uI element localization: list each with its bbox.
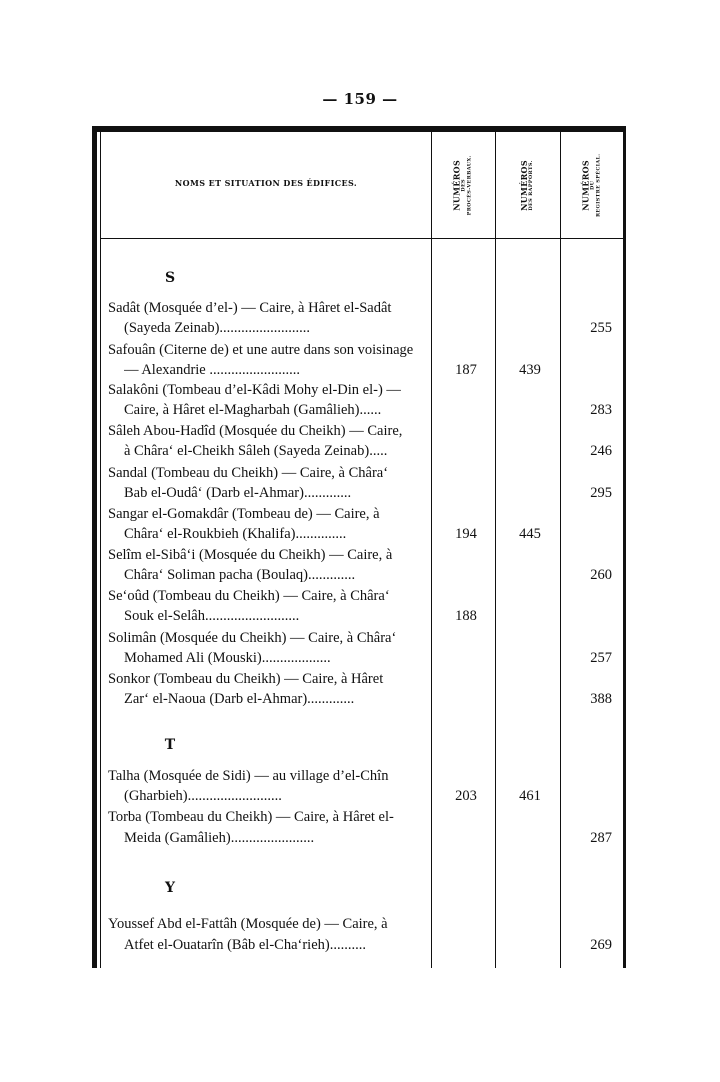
entry-line: Sandal (Tombeau du Cheikh) — Caire, à Châra‘ bbox=[108, 465, 389, 481]
page-number: — 159 — bbox=[322, 90, 398, 108]
header-label: NUMÉROS bbox=[518, 159, 529, 211]
registre-number: 287 bbox=[590, 830, 612, 846]
entry-line: Sâleh Abou-Hadîd (Mosquée du Cheikh) — Caire, bbox=[108, 423, 403, 439]
registre-number: 246 bbox=[590, 443, 612, 459]
entry-line: Selîm el-Sibâ‘i (Mosquée du Cheikh) — Caire, à bbox=[108, 547, 393, 563]
header-registre-special bbox=[561, 134, 623, 236]
entry-line: Talha (Mosquée de Sidi) — au village d’el-Chîn bbox=[108, 768, 389, 784]
section-letter: S bbox=[164, 270, 176, 286]
section-letter: T bbox=[164, 737, 176, 753]
header-proces-verbaux bbox=[432, 134, 494, 236]
registre-number: 255 bbox=[590, 320, 612, 336]
table-left-inner-rule bbox=[100, 132, 101, 968]
header-rule bbox=[100, 238, 626, 239]
section-letter: Y bbox=[165, 880, 175, 896]
entry-line: Se‘oûd (Tombeau du Cheikh) — Caire, à Châra‘ bbox=[108, 588, 390, 604]
entry-line: Salakôni (Tombeau d’el-Kâdi Mohy el-Din el-) — bbox=[108, 382, 401, 398]
header-names: NOMS ET SITUATION DES ÉDIFICES. bbox=[174, 178, 358, 188]
header-label: DU bbox=[589, 180, 596, 190]
header-label: PROCÈS-VERBAUX. bbox=[466, 155, 473, 215]
entry-line: (Gharbieh).......................... bbox=[124, 788, 282, 804]
entry-line: Meida (Gamâlieh)....................... bbox=[124, 830, 315, 846]
rapport-number: 439 bbox=[519, 362, 541, 378]
entry-line: Torba (Tombeau du Cheikh) — Caire, à Hâret el- bbox=[108, 809, 394, 825]
header-label: NUMÉROS bbox=[580, 159, 591, 211]
proces-verbal-number: 194 bbox=[455, 526, 477, 542]
entry-line: Sonkor (Tombeau du Cheikh) — Caire, à Hâret bbox=[108, 671, 384, 687]
header-label: DES RAPPORTS. bbox=[527, 159, 534, 211]
table-top-rule bbox=[92, 126, 626, 132]
entry-line: Caire, à Hâret el-Magharbah (Gamâlieh)...... bbox=[124, 402, 382, 418]
table-left-rule bbox=[92, 126, 97, 968]
entry-line: Zar‘ el-Naoua (Darb el-Ahmar)............. bbox=[124, 691, 355, 707]
registre-number: 388 bbox=[590, 691, 612, 707]
registre-number: 260 bbox=[590, 567, 612, 583]
rapport-number: 461 bbox=[519, 788, 541, 804]
header-label: REGISTRE SPÉCIAL. bbox=[595, 153, 602, 217]
registre-number: 295 bbox=[590, 485, 612, 501]
column-divider bbox=[560, 132, 561, 968]
entry-line: Châra‘ el-Roukbieh (Khalifa).............. bbox=[124, 526, 347, 542]
entry-line: Solimân (Mosquée du Cheikh) — Caire, à Châra‘ bbox=[108, 630, 397, 646]
entry-line: Youssef Abd el-Fattâh (Mosquée de) — Caire, à bbox=[108, 916, 388, 932]
entry-line: Bab el-Oudâ‘ (Darb el-Ahmar)............. bbox=[124, 485, 352, 501]
header-label: DES bbox=[460, 178, 467, 192]
entry-line: Sadât (Mosquée d’el-) — Caire, à Hâret el-Sadât bbox=[108, 300, 392, 316]
entry-line: Atfet el-Ouatarîn (Bâb el-Cha‘rieh).......... bbox=[124, 937, 366, 953]
proces-verbal-number: 203 bbox=[455, 788, 477, 804]
registre-number: 269 bbox=[590, 937, 612, 953]
entry-line: Safouân (Citerne de) et une autre dans son voisinage bbox=[108, 342, 414, 358]
table-right-rule bbox=[623, 126, 626, 968]
header-label: NUMÉROS bbox=[451, 159, 462, 211]
entry-line: Mohamed Ali (Mouski)................... bbox=[124, 650, 331, 666]
column-divider bbox=[495, 132, 496, 968]
entry-line: Souk el-Selâh.......................... bbox=[124, 608, 300, 624]
proces-verbal-number: 188 bbox=[455, 608, 477, 624]
entry-line: à Châra‘ el-Cheikh Sâleh (Sayeda Zeinab)..... bbox=[124, 443, 388, 459]
registre-number: 283 bbox=[590, 402, 612, 418]
rapport-number: 445 bbox=[519, 526, 541, 542]
registre-number: 257 bbox=[590, 650, 612, 666]
entry-line: Châra‘ Soliman pacha (Boulaq)............. bbox=[124, 567, 356, 583]
entry-line: (Sayeda Zeinab)......................... bbox=[124, 320, 311, 336]
entry-line: Sangar el-Gomakdâr (Tombeau de) — Caire, à bbox=[108, 506, 380, 522]
header-rapports bbox=[496, 134, 558, 236]
proces-verbal-number: 187 bbox=[455, 362, 477, 378]
entry-line: — Alexandrie ......................... bbox=[124, 362, 300, 378]
